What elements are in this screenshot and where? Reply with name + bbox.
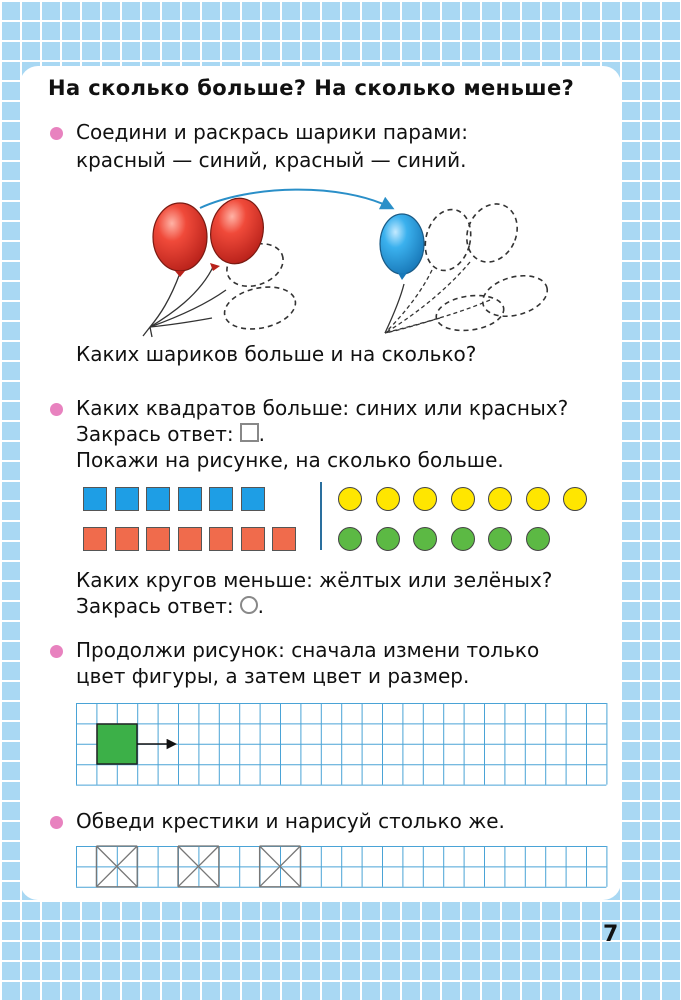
green-circle (488, 527, 512, 551)
right-bunch-strings (385, 284, 404, 333)
bullet-task-2 (50, 403, 63, 416)
red-square (241, 527, 265, 551)
green-circle (526, 527, 550, 551)
red-balloon-2 (205, 193, 270, 271)
task1-question: Каких шариков больше и на сколько? (76, 342, 477, 366)
blue-square (178, 487, 202, 511)
red-balloon-1 (153, 203, 207, 277)
task2-line1: Каких квадратов больше: синих или красных? (76, 396, 569, 420)
green-circle (338, 527, 362, 551)
page-number: 7 (603, 922, 619, 947)
yellow-circle (376, 487, 400, 511)
task3-line2: цвет фигуры, а затем цвет и размер. (76, 664, 470, 688)
task2-line3: Покажи на рисунке, на сколько больше. (76, 448, 504, 472)
red-square (209, 527, 233, 551)
left-bunch-strings (143, 265, 226, 337)
bullet-task-3 (50, 645, 63, 658)
task3-grid[interactable] (76, 703, 608, 785)
red-square (83, 527, 107, 551)
yellow-circle (563, 487, 587, 511)
bullet-task-4 (50, 816, 63, 829)
task3-line1: Продолжи рисунок: сначала измени только (76, 638, 540, 662)
blue-square (209, 487, 233, 511)
blue-square (115, 487, 139, 511)
page-title: На сколько больше? На сколько меньше? (48, 76, 575, 100)
red-square (272, 527, 296, 551)
yellow-circle (488, 487, 512, 511)
task2-answer-label: Закрась ответ: (76, 422, 234, 446)
blue-square (241, 487, 265, 511)
task2-answer2: Закрась ответ: . (76, 594, 264, 618)
yellow-circle (526, 487, 550, 511)
answer-square[interactable] (240, 423, 259, 442)
green-circle (376, 527, 400, 551)
red-square (146, 527, 170, 551)
yellow-circle (338, 487, 362, 511)
task4-line1: Обведи крестики и нарисуй столько же. (76, 809, 505, 833)
blue-square (146, 487, 170, 511)
red-square (115, 527, 139, 551)
answer-circle[interactable] (240, 596, 258, 614)
yellow-circle (413, 487, 437, 511)
task1-line1: Соедини и раскрась шарики парами: (76, 120, 469, 144)
right-bunch-outline-balloons (419, 196, 552, 335)
task2-line2: Закрась ответ: . (76, 422, 265, 446)
green-square (97, 724, 137, 764)
blue-square (83, 487, 107, 511)
task1-line2: красный — синий, красный — синий. (76, 148, 467, 172)
task4-grid[interactable] (76, 846, 608, 888)
divider-line (320, 482, 322, 550)
green-circle (413, 527, 437, 551)
blue-balloon (380, 214, 424, 280)
task2-question2: Каких кругов меньше: жёлтых или зелёных? (76, 568, 553, 592)
green-circle (451, 527, 475, 551)
yellow-circle (451, 487, 475, 511)
red-square (178, 527, 202, 551)
